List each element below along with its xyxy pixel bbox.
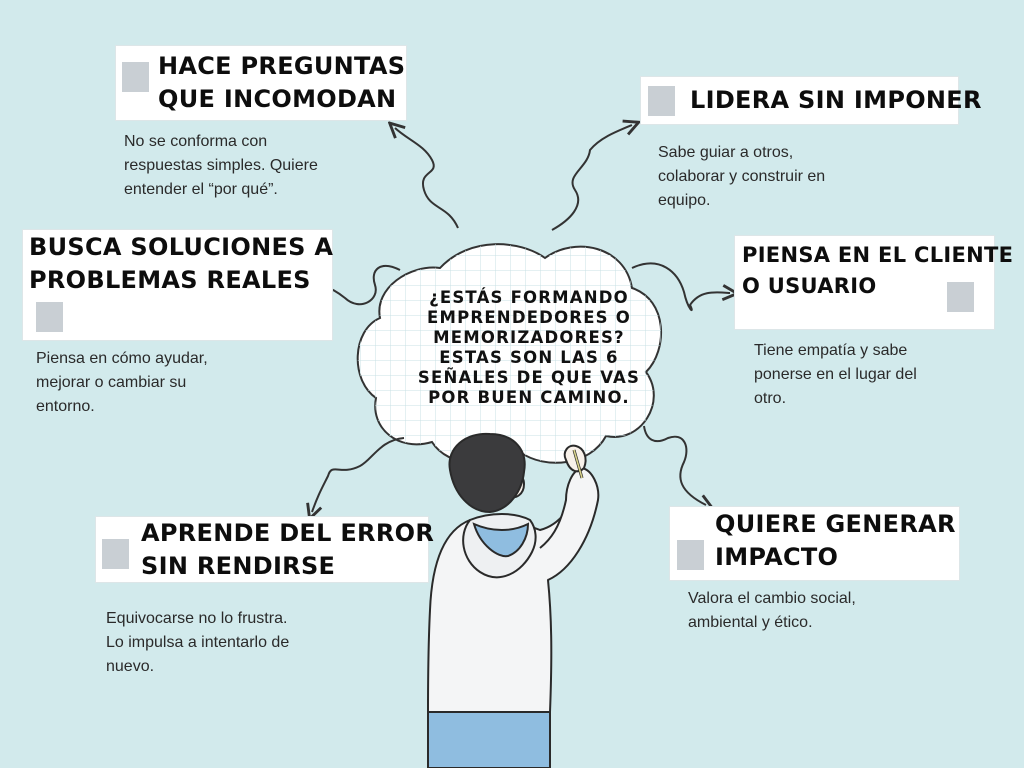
card-title-line: IMPACTO xyxy=(715,543,839,571)
card-title xyxy=(715,508,956,574)
card-description xyxy=(754,339,917,411)
card-title-line: O USUARIO xyxy=(742,274,877,298)
card-title xyxy=(141,517,434,583)
description-line: nuevo. xyxy=(106,658,155,675)
card-title-line: LIDERA SIN IMPONER xyxy=(690,86,982,114)
card-piensa-cliente xyxy=(735,236,1014,329)
description-line: No se conforma con xyxy=(124,133,268,150)
card-hace-preguntas xyxy=(116,46,406,120)
description-line: Piensa en cómo ayudar, xyxy=(36,350,208,367)
image-placeholder-icon xyxy=(102,539,129,569)
arrow-to-lidera xyxy=(552,125,632,230)
card-title xyxy=(158,50,405,116)
card-title-line: PIENSA EN EL CLIENTE xyxy=(742,243,1014,267)
card-description xyxy=(688,587,856,635)
description-line: Sabe guiar a otros, xyxy=(658,144,794,161)
card-quiere-impacto xyxy=(670,507,959,580)
description-line: ambiental y ético. xyxy=(688,614,813,631)
card-description xyxy=(106,607,289,679)
description-line: colaborar y construir en xyxy=(658,168,826,185)
card-title-line: HACE PREGUNTAS xyxy=(158,52,406,80)
card-lidera xyxy=(641,77,982,124)
card-description xyxy=(36,347,208,419)
image-placeholder-icon xyxy=(122,62,149,92)
card-aprende-error xyxy=(96,517,435,582)
person-illustration xyxy=(428,434,598,768)
arrow-to-aprende-error xyxy=(312,438,404,512)
description-line: entorno. xyxy=(36,398,95,415)
description-line: equipo. xyxy=(658,192,711,209)
card-title-line: APRENDE DEL ERROR xyxy=(141,519,435,547)
image-placeholder-icon xyxy=(677,540,704,570)
description-line: ponerse en el lugar del xyxy=(754,366,917,383)
description-line: Equivocarse no lo frustra. xyxy=(106,610,288,627)
card-title xyxy=(29,231,333,297)
central-question-line: SEÑALES DE QUE VAS xyxy=(417,368,641,387)
central-question-line: ¿ESTÁS FORMANDO xyxy=(429,288,629,307)
description-line: Lo impulsa a intentarlo de xyxy=(106,634,290,651)
central-question xyxy=(406,288,652,408)
description-line: otro. xyxy=(754,390,787,407)
card-title-line: BUSCA SOLUCIONES A xyxy=(29,233,334,261)
card-title-line: PROBLEMAS REALES xyxy=(29,266,311,294)
description-line: mejorar o cambiar su xyxy=(36,374,187,391)
arrow-to-quiere-impacto xyxy=(644,426,706,505)
card-description xyxy=(658,141,825,213)
description-line: respuestas simples. Quiere xyxy=(124,157,318,174)
image-placeholder-icon xyxy=(947,282,974,312)
image-placeholder-icon xyxy=(36,302,63,332)
image-placeholder-icon xyxy=(648,86,675,116)
card-title xyxy=(690,84,982,117)
card-busca-soluciones xyxy=(23,230,332,340)
central-question-line: EMPRENDEDORES O xyxy=(427,308,631,327)
card-description xyxy=(124,130,318,202)
description-line: Tiene empatía y sabe xyxy=(754,342,908,359)
description-line: Valora el cambio social, xyxy=(688,590,856,607)
card-title-line: QUE INCOMODAN xyxy=(158,85,397,113)
central-question-line: POR BUEN CAMINO. xyxy=(428,388,630,407)
description-line: entender el “por qué”. xyxy=(124,181,278,198)
central-question-line: MEMORIZADORES? xyxy=(433,328,625,347)
central-question-line: ESTAS SON LAS 6 xyxy=(439,348,619,367)
arrow-to-hace-preguntas xyxy=(395,128,458,228)
card-title-line: SIN RENDIRSE xyxy=(141,552,336,580)
card-title-line: QUIERE GENERAR xyxy=(715,510,956,538)
